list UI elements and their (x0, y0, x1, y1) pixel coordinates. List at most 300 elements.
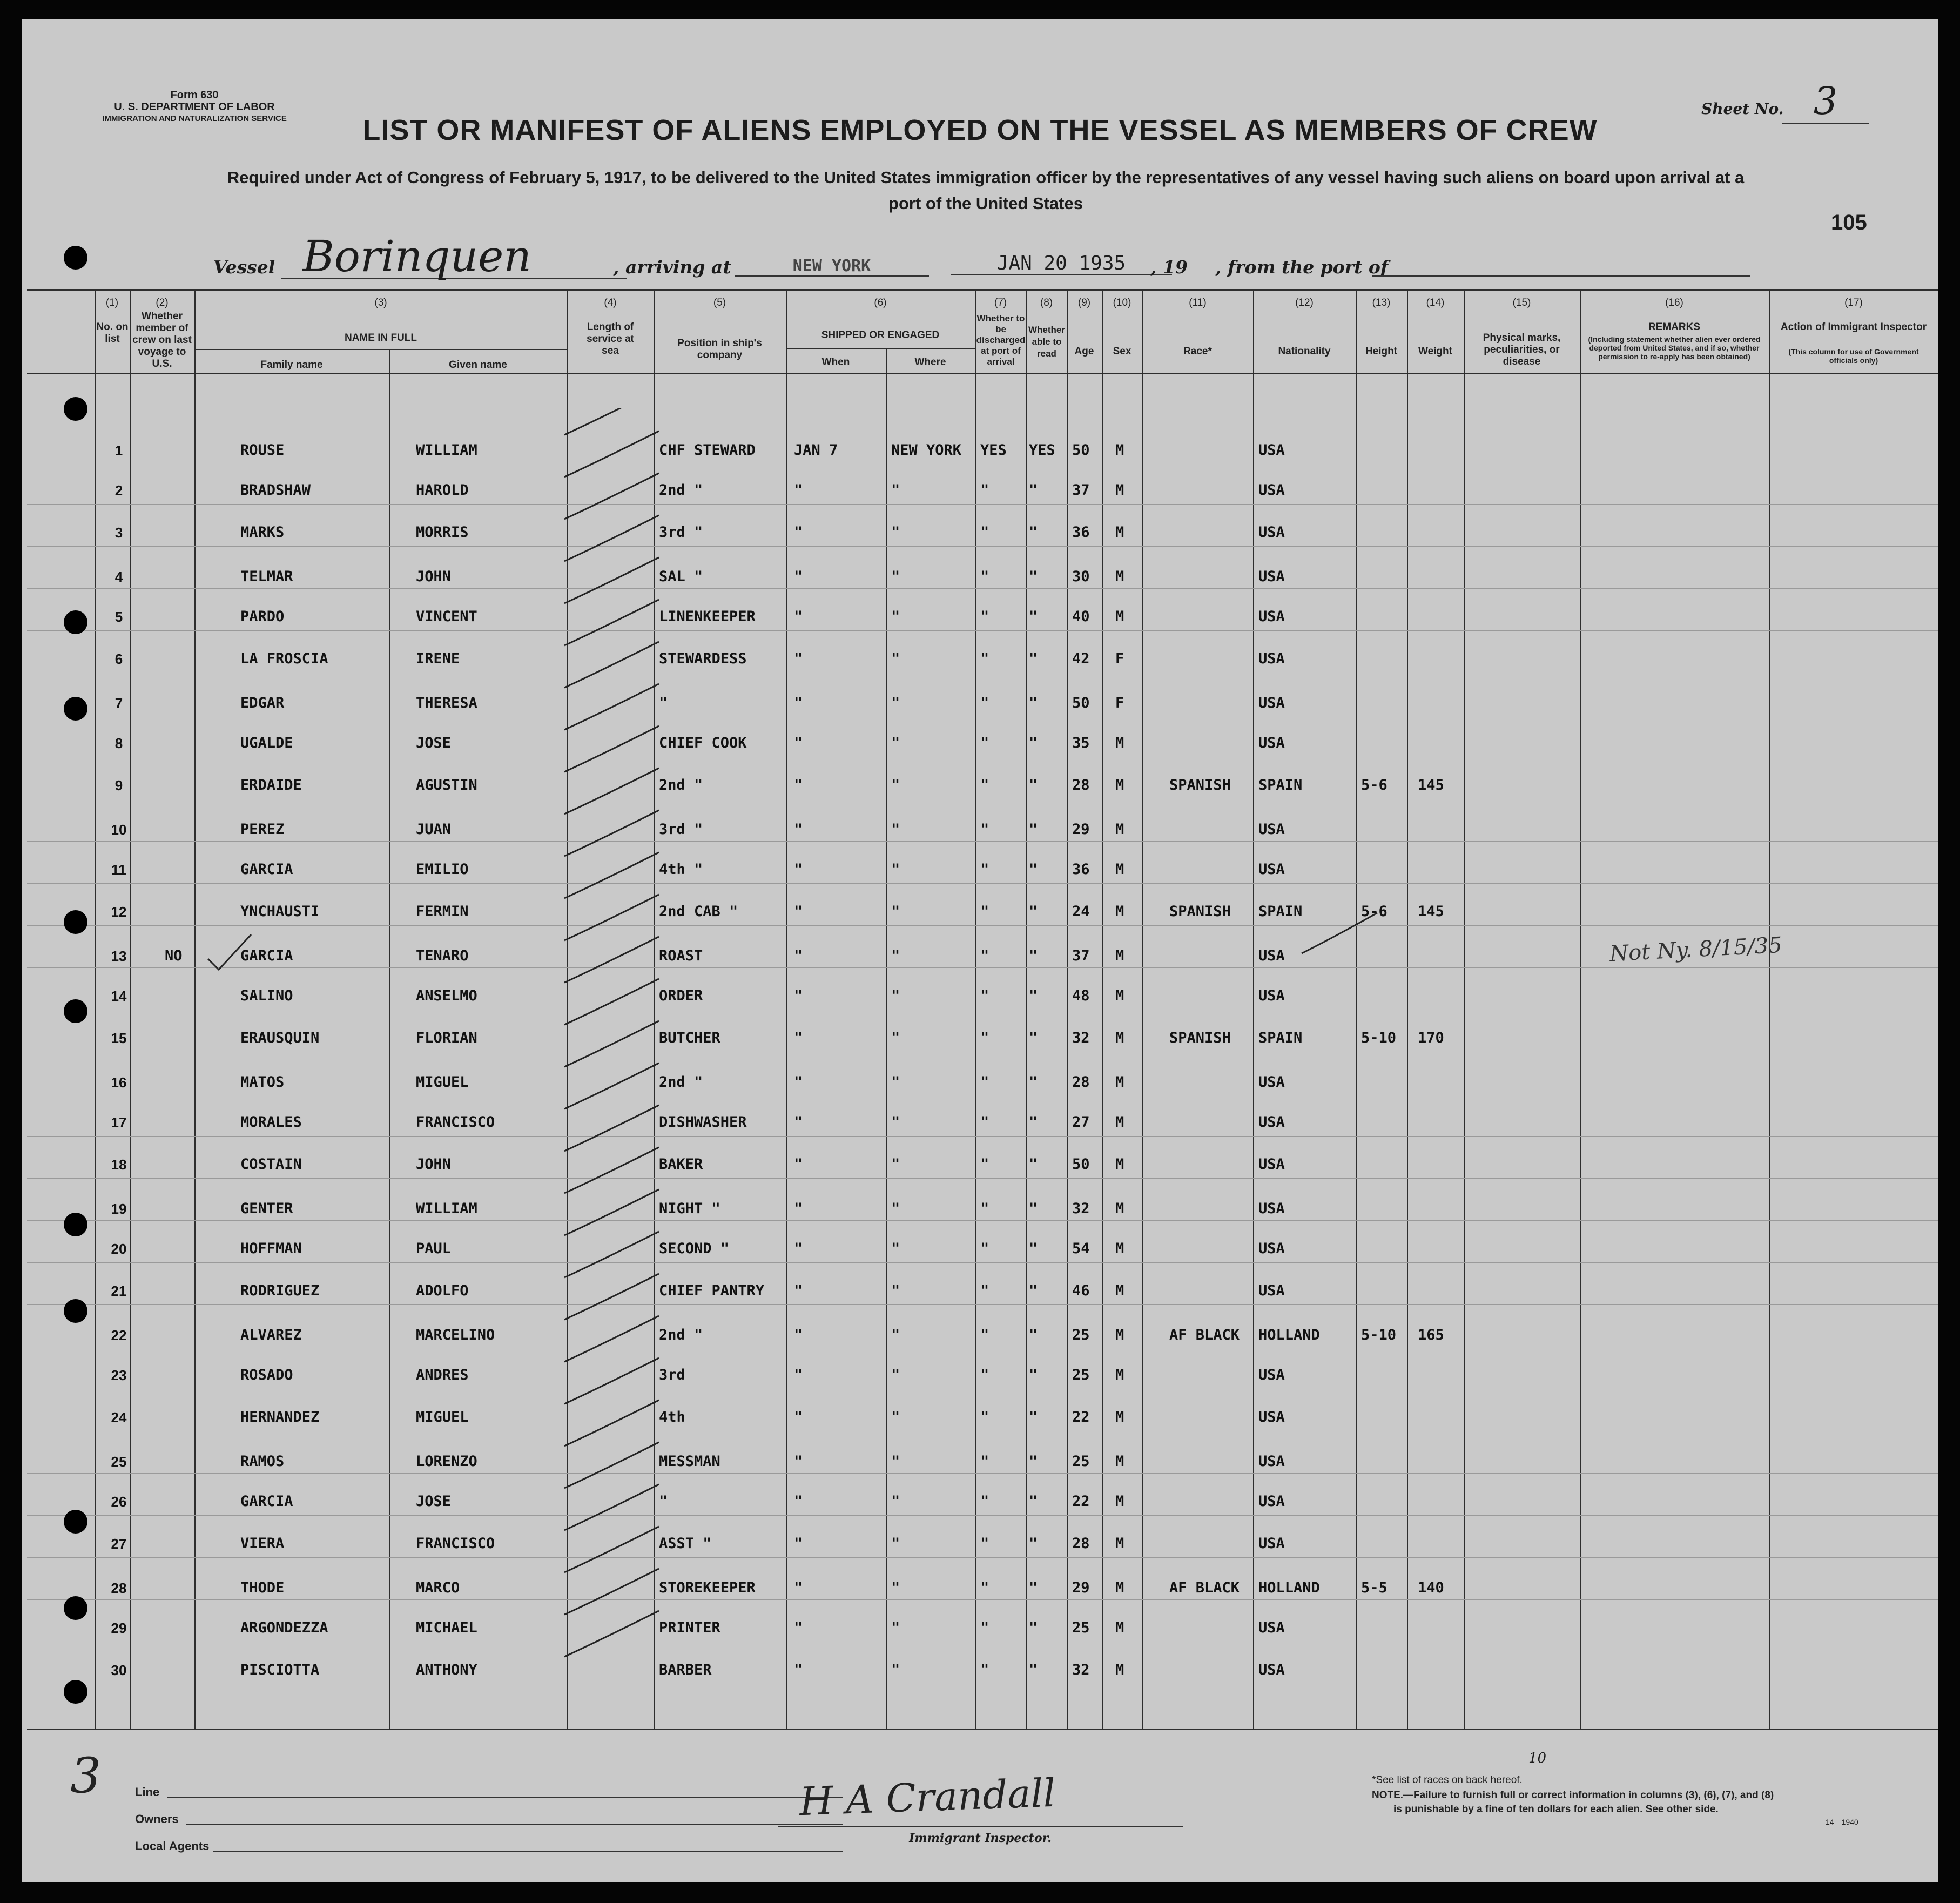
age: 29 (1072, 821, 1090, 838)
check-mark (564, 895, 659, 940)
check-mark (564, 1063, 659, 1109)
family-name: PARDO (240, 608, 285, 625)
family-name: MATOS (240, 1074, 285, 1091)
check-mark (564, 1232, 659, 1277)
position: NIGHT " (659, 1200, 720, 1217)
shipped-when: " (794, 903, 803, 920)
family-name: ARGONDEZZA (240, 1619, 328, 1636)
able-to-read: " (1029, 1282, 1038, 1299)
check-mark (564, 600, 659, 645)
row-number: 1 (114, 442, 123, 459)
discharge: " (980, 482, 989, 499)
check-mark (564, 979, 659, 1025)
shipped-where: " (891, 1453, 900, 1470)
row-number: 6 (114, 651, 123, 667)
row-number: 5 (114, 609, 123, 625)
position: " (659, 1493, 668, 1510)
check-mark (564, 1358, 659, 1404)
col-num-16: (16) (1665, 297, 1683, 308)
check-mark (564, 1484, 659, 1530)
able-to-read: " (1029, 608, 1038, 625)
row-rule (27, 1473, 1938, 1474)
binder-hole (64, 910, 87, 934)
sheet-number-label: Sheet No. (1701, 100, 1784, 118)
shipped-when: " (794, 735, 803, 751)
col-label-age: Age (1074, 346, 1094, 357)
position: STOREKEEPER (659, 1579, 756, 1596)
col-label-remarks-note: (Including statement whether alien ever ordered deported from United States, and if so, whether permission to re-apply has been obtained) (1588, 335, 1761, 361)
discharge: " (980, 777, 989, 794)
col-divider-2 (130, 289, 131, 1729)
family-name: RAMOS (240, 1453, 285, 1470)
given-name: THERESA (416, 695, 477, 711)
family-name: MARKS (240, 524, 285, 541)
col-label-sex: Sex (1113, 346, 1131, 357)
shipped-when: " (794, 1662, 803, 1678)
age: 42 (1072, 650, 1090, 667)
race: SPANISH (1169, 1030, 1231, 1046)
able-to-read: " (1029, 524, 1038, 541)
col-num-13: (13) (1372, 297, 1391, 308)
age: 28 (1072, 1074, 1090, 1091)
discharge: YES (980, 442, 1007, 459)
shipped-when: " (794, 1453, 803, 1470)
family-name: ROSADO (240, 1367, 293, 1383)
given-name: MARCELINO (416, 1327, 495, 1343)
nationality: SPAIN (1258, 777, 1303, 794)
nationality: HOLLAND (1258, 1327, 1320, 1343)
binder-hole (64, 1299, 87, 1323)
able-to-read: " (1029, 1409, 1038, 1425)
given-name: WILLIAM (416, 442, 477, 459)
given-name: MARCO (416, 1579, 460, 1596)
sex: M (1115, 1493, 1124, 1510)
discharge: " (980, 1074, 989, 1091)
table-bottom-border (27, 1729, 1938, 1730)
sex: M (1115, 1327, 1124, 1343)
sex: M (1115, 735, 1124, 751)
age: 25 (1072, 1367, 1090, 1383)
able-to-read: " (1029, 1367, 1038, 1383)
row-rule (27, 1136, 1938, 1137)
given-name: WILLIAM (416, 1200, 477, 1217)
able-to-read: " (1029, 1074, 1038, 1091)
position: CHF STEWARD (659, 442, 756, 459)
shipped-when: " (794, 482, 803, 499)
weight: 170 (1418, 1030, 1444, 1046)
nationality: SPAIN (1258, 903, 1303, 920)
sex: M (1115, 947, 1124, 964)
sex: M (1115, 1156, 1124, 1173)
shipped-where: " (891, 482, 900, 499)
height: 5-10 (1361, 1030, 1397, 1046)
shipped-where: " (891, 1156, 900, 1173)
discharge: " (980, 1619, 989, 1636)
col-label-where: Where (914, 357, 946, 368)
col-label-service: Length of service at sea (587, 321, 634, 357)
family-name: SALINO (240, 987, 293, 1004)
row-rule (27, 925, 1938, 926)
shipped-where: " (891, 777, 900, 794)
shipped-where: " (891, 608, 900, 625)
given-name: JUAN (416, 821, 452, 838)
check-mark (564, 642, 659, 688)
sex: M (1115, 608, 1124, 625)
nationality: USA (1258, 482, 1285, 499)
shipped-when: " (794, 861, 803, 878)
col-divider-10 (1102, 289, 1103, 1729)
age: 25 (1072, 1453, 1090, 1470)
shipped-when: " (794, 524, 803, 541)
age: 28 (1072, 777, 1090, 794)
discharge: " (980, 1662, 989, 1678)
col-label-height: Height (1365, 346, 1398, 357)
able-to-read: " (1029, 861, 1038, 878)
col-num-14: (14) (1426, 297, 1445, 308)
nationality: USA (1258, 1662, 1285, 1678)
col-label-action: Action of Immigrant Inspector (1780, 321, 1927, 333)
col-label-when: When (821, 357, 850, 368)
sex: M (1115, 1114, 1124, 1131)
shipped-when: " (794, 1327, 803, 1343)
able-to-read: YES (1029, 442, 1055, 459)
col-num-6: (6) (874, 297, 887, 308)
age: 35 (1072, 735, 1090, 751)
given-name: MICHAEL (416, 1619, 477, 1636)
position: 2nd CAB " (659, 903, 738, 920)
position: BUTCHER (659, 1030, 720, 1046)
weight: 140 (1418, 1579, 1444, 1596)
discharge: " (980, 1327, 989, 1343)
discharge: " (980, 903, 989, 920)
given-name: FLORIAN (416, 1030, 477, 1046)
family-name: RODRIGUEZ (240, 1282, 320, 1299)
sex: M (1115, 482, 1124, 499)
family-name: ROUSE (240, 442, 285, 459)
name-subheader-line (194, 349, 567, 350)
shipped-when: " (794, 1282, 803, 1299)
family-name: VIERA (240, 1535, 285, 1552)
discharge: " (980, 1535, 989, 1552)
family-name: UGALDE (240, 735, 293, 751)
shipped-when: " (794, 1074, 803, 1091)
given-name: MIGUEL (416, 1074, 469, 1091)
given-name: ANSELMO (416, 987, 477, 1004)
discharge: " (980, 1200, 989, 1217)
department-name: U. S. DEPARTMENT OF LABOR (114, 101, 275, 113)
discharge: " (980, 1240, 989, 1257)
sex: M (1115, 1074, 1124, 1091)
family-name: TELMAR (240, 568, 293, 585)
col-num-17: (17) (1844, 297, 1863, 308)
able-to-read: " (1029, 1240, 1038, 1257)
shipped-when: " (794, 695, 803, 711)
discharge: " (980, 695, 989, 711)
col-label-physical: Physical marks, peculiarities, or disease (1483, 332, 1561, 367)
able-to-read: " (1029, 1114, 1038, 1131)
row-number: 19 (111, 1201, 127, 1217)
age: 54 (1072, 1240, 1090, 1257)
age: 29 (1072, 1579, 1090, 1596)
discharge: " (980, 735, 989, 751)
weight: 165 (1418, 1327, 1444, 1343)
given-name: PAUL (416, 1240, 452, 1257)
shipped-subheader-line (786, 348, 975, 349)
arriving-label: , arriving at (613, 257, 731, 278)
age: 22 (1072, 1409, 1090, 1425)
nationality: USA (1258, 1282, 1285, 1299)
shipped-where: " (891, 1367, 900, 1383)
height: 5-10 (1361, 1327, 1397, 1343)
sheet-number-value: 3 (1782, 79, 1869, 124)
age: 25 (1072, 1619, 1090, 1636)
shipped-when: " (794, 1114, 803, 1131)
height: 5-6 (1361, 777, 1388, 794)
binder-hole (64, 610, 87, 634)
row-number: 8 (114, 735, 123, 751)
col-divider-17 (1769, 289, 1770, 1729)
nationality: USA (1258, 650, 1285, 667)
age: 40 (1072, 608, 1090, 625)
shipped-when: " (794, 1200, 803, 1217)
row-rule (27, 841, 1938, 842)
race: AF BLACK (1169, 1327, 1240, 1343)
given-name: JOSE (416, 1493, 452, 1510)
col-label-race: Race* (1183, 346, 1212, 357)
row-number: 15 (111, 1030, 127, 1046)
check-mark (564, 937, 659, 983)
check-mark (564, 1274, 659, 1320)
row13-remark: Not Ny. 8/15/35 (1609, 932, 1783, 967)
shipped-where: " (891, 1200, 900, 1217)
col-num-10: (10) (1113, 297, 1131, 308)
race: SPANISH (1169, 777, 1231, 794)
age: 36 (1072, 861, 1090, 878)
shipped-where: " (891, 650, 900, 667)
row-number: 3 (114, 524, 123, 541)
row-number: 16 (111, 1074, 127, 1091)
sex: F (1115, 650, 1124, 667)
owners-label: Owners (135, 1812, 179, 1826)
able-to-read: " (1029, 695, 1038, 711)
family-name: PISCIOTTA (240, 1662, 320, 1678)
age: 32 (1072, 1662, 1090, 1678)
given-name: JOHN (416, 568, 452, 585)
binder-hole (64, 999, 87, 1023)
able-to-read: " (1029, 1327, 1038, 1343)
given-name: ANDRES (416, 1367, 469, 1383)
position: LINENKEEPER (659, 608, 756, 625)
discharge: " (980, 1030, 989, 1046)
row-number: 17 (111, 1114, 127, 1131)
family-name: COSTAIN (240, 1156, 302, 1173)
shipped-where: " (891, 1493, 900, 1510)
sex: M (1115, 777, 1124, 794)
print-code: 14—1940 (1826, 1818, 1858, 1826)
col-label-read: Whether able to read (1028, 325, 1065, 359)
race: SPANISH (1169, 903, 1231, 920)
row-number: 29 (111, 1620, 127, 1636)
sex: M (1115, 1662, 1124, 1678)
check-mark (564, 473, 659, 519)
col-label-family: Family name (260, 359, 323, 371)
nationality: USA (1258, 568, 1285, 585)
given-name: ADOLFO (416, 1282, 469, 1299)
shipped-where: " (891, 735, 900, 751)
col-num-7: (7) (994, 297, 1007, 308)
nationality: USA (1258, 1240, 1285, 1257)
able-to-read: " (1029, 482, 1038, 499)
family-name: GARCIA (240, 1493, 293, 1510)
row13-mark (1296, 910, 1383, 959)
shipped-where: " (891, 1282, 900, 1299)
given-name: EMILIO (416, 861, 469, 878)
check-mark (564, 1400, 659, 1446)
row-number: 13 (111, 948, 127, 964)
nationality: USA (1258, 524, 1285, 541)
given-name: ANTHONY (416, 1662, 477, 1678)
header-bottom-line (27, 373, 1938, 374)
sex: M (1115, 442, 1124, 459)
check-mark (564, 852, 659, 898)
age: 22 (1072, 1493, 1090, 1510)
family-name: MORALES (240, 1114, 302, 1131)
col-label-discharged: Whether to be discharged at port of arrival (976, 313, 1026, 367)
col-label-no: No. on list (96, 321, 129, 345)
shipped-when: " (794, 1535, 803, 1552)
page-number: 105 (1831, 211, 1867, 234)
sex: M (1115, 1619, 1124, 1636)
manifest-subtitle (108, 165, 1863, 217)
age: 48 (1072, 987, 1090, 1004)
position: 2nd " (659, 482, 703, 499)
able-to-read: " (1029, 568, 1038, 585)
able-to-read: " (1029, 1662, 1038, 1678)
binder-hole (64, 1596, 87, 1620)
family-name: HOFFMAN (240, 1240, 302, 1257)
nationality: USA (1258, 1409, 1285, 1425)
position: 3rd (659, 1367, 685, 1383)
given-name: MIGUEL (416, 1409, 469, 1425)
age: 32 (1072, 1030, 1090, 1046)
col-num-2: (2) (156, 297, 169, 308)
col-num-8: (8) (1040, 297, 1053, 308)
family-name: GARCIA (240, 861, 293, 878)
shipped-when: " (794, 608, 803, 625)
position: 3rd " (659, 524, 703, 541)
position: STEWARDESS (659, 650, 747, 667)
row-number: 30 (111, 1662, 127, 1678)
col-label-nationality: Nationality (1278, 346, 1331, 357)
binder-hole (64, 1510, 87, 1534)
col-divider-15 (1464, 289, 1465, 1729)
check-mark (564, 557, 659, 603)
shipped-where: " (891, 1662, 900, 1678)
discharge: " (980, 608, 989, 625)
shipped-where: " (891, 861, 900, 878)
discharge: " (980, 1282, 989, 1299)
check-mark (564, 1316, 659, 1362)
check-mark (564, 768, 659, 814)
manifest-sheet (22, 19, 1938, 1882)
family-name: LA FROSCIA (240, 650, 328, 667)
sex: M (1115, 1200, 1124, 1217)
row-number: 2 (114, 482, 123, 499)
weight: 145 (1418, 777, 1444, 794)
col-label-remarks: REMARKS (1648, 321, 1701, 333)
shipped-where: " (891, 1327, 900, 1343)
row-number: 27 (111, 1536, 127, 1552)
penalty-note-1: NOTE.—Failure to furnish full or correct information in columns (3), (6), (7), and (8) (1372, 1790, 1774, 1801)
position: BAKER (659, 1156, 703, 1173)
manifest-title: LIST OR MANIFEST OF ALIENS EMPLOYED ON THE VESSEL AS MEMBERS OF CREW (362, 114, 1598, 146)
arriving-port: NEW YORK (735, 257, 929, 277)
age: 37 (1072, 482, 1090, 499)
nationality: USA (1258, 1535, 1285, 1552)
row-number: 10 (111, 822, 127, 838)
given-name: HAROLD (416, 482, 469, 499)
row-rule (27, 1515, 1938, 1516)
col-divider-16 (1580, 289, 1581, 1729)
nationality: USA (1258, 1493, 1285, 1510)
family-name: EDGAR (240, 695, 285, 711)
nationality: USA (1258, 1114, 1285, 1131)
col-label-action-note: (This column for use of Government officials only) (1788, 347, 1919, 365)
able-to-read: " (1029, 903, 1038, 920)
sex: M (1115, 987, 1124, 1004)
corner-mark: 3 (70, 1747, 102, 1804)
given-name: VINCENT (416, 608, 477, 625)
age: 32 (1072, 1200, 1090, 1217)
from-port-label: , from the port of (1215, 257, 1389, 278)
sex: M (1115, 1535, 1124, 1552)
position: BARBER (659, 1662, 712, 1678)
given-name: FERMIN (416, 903, 469, 920)
row-number: 25 (111, 1454, 127, 1470)
age: 30 (1072, 568, 1090, 585)
able-to-read: " (1029, 987, 1038, 1004)
from-port-field (1372, 275, 1750, 277)
able-to-read: " (1029, 650, 1038, 667)
weight: 145 (1418, 903, 1444, 920)
col-num-3: (3) (374, 297, 387, 308)
position: SAL " (659, 568, 703, 585)
shipped-where: " (891, 1535, 900, 1552)
line-field (167, 1797, 843, 1798)
family-name: ERDAIDE (240, 777, 302, 794)
col-num-4: (4) (604, 297, 617, 308)
binder-hole (64, 1680, 87, 1704)
line-label: Line (135, 1785, 160, 1799)
col-num-9: (9) (1077, 297, 1091, 308)
subtitle-line-1: Required under Act of Congress of February 5, 1917, to be delivered to the United States immigration officer by the representatives of any vessel having such aliens on board upon arrival at a (227, 168, 1745, 187)
position: 2nd " (659, 777, 703, 794)
count-mark: 10 (1528, 1750, 1547, 1766)
nationality: USA (1258, 1453, 1285, 1470)
check-mark (564, 1569, 659, 1615)
family-name: THODE (240, 1579, 285, 1596)
family-name: GARCIA (240, 947, 293, 964)
row-number: 22 (111, 1327, 127, 1343)
col-label-name: NAME IN FULL (344, 332, 417, 344)
row-number: 26 (111, 1494, 127, 1510)
nationality: SPAIN (1258, 1030, 1303, 1046)
family-name: HERNANDEZ (240, 1409, 320, 1425)
row-number: 24 (111, 1409, 127, 1425)
col-label-given: Given name (449, 359, 507, 371)
shipped-where: " (891, 987, 900, 1004)
sex: M (1115, 1367, 1124, 1383)
